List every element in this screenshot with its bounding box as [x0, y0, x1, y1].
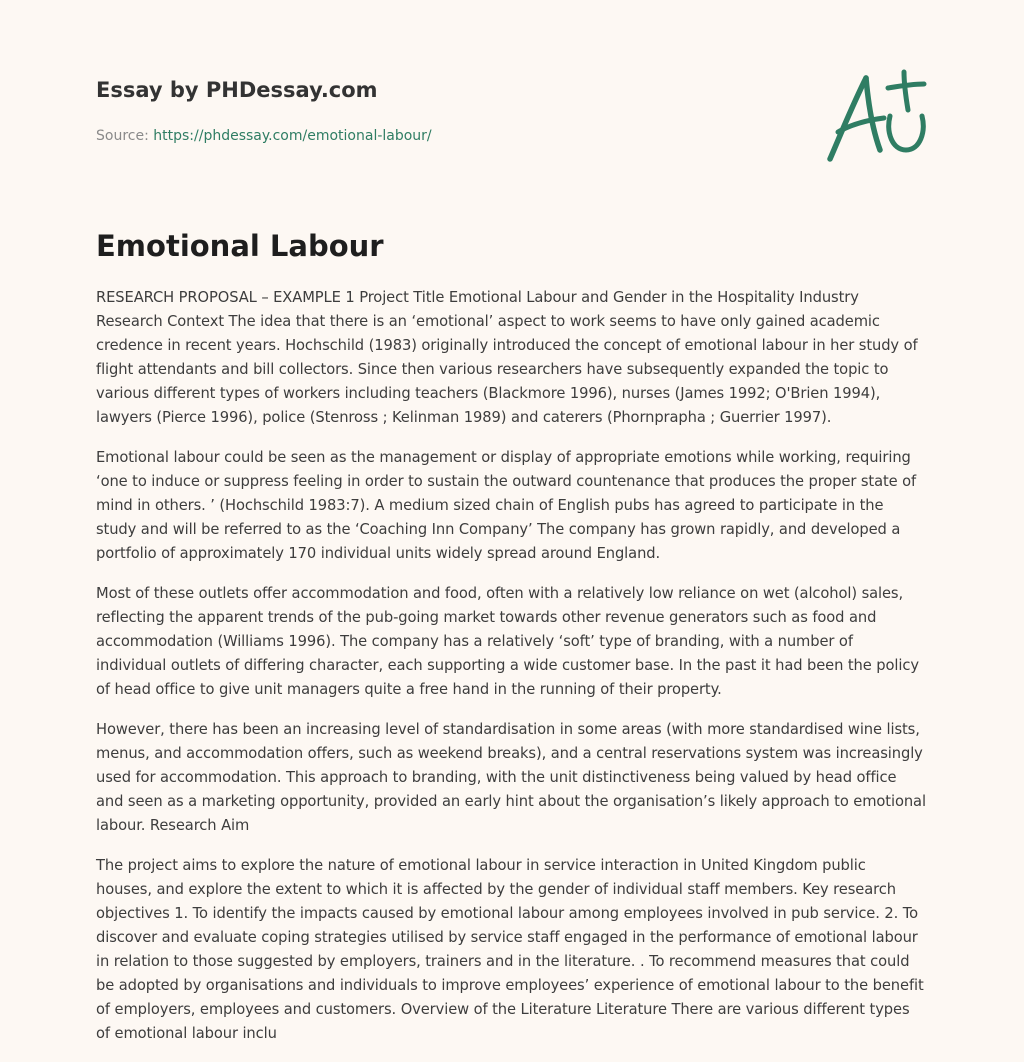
paragraph: RESEARCH PROPOSAL – EXAMPLE 1 Project Title Emotional Labour and Gender in the Hospitality Industry Research Context The idea that there is an ‘emotional’ aspect to work seems to have only gained academic credence in recent years. Hochschild (1983) originally introduced the concept of emotional labour in her study of flight attendants and bill collectors. Since then various researchers have subsequently expanded the topic to various different types of workers including teachers (Blackmore 1996), nurses (James 1992; O'Brien 1994), lawyers (Pierce 1996), police (Stenross ; Kelinman 1989) and caterers (Phornprapha ; Guerrier 1997). [96, 289, 918, 426]
site-header [96, 76, 796, 146]
paragraph: However, there has been an increasing level of standardisation in some areas (with more standardised wine lists, menus, and accommodation offers, such as weekend breaks), and a central reservations system was increasingly used for accommodation. This approach to branding, with the unit distinctiveness being valued by head office and seen as a marketing opportunity, provided an early hint about the organisation’s likely approach to emotional labour. Research Aim [96, 721, 926, 834]
paragraph: Most of these outlets offer accommodation and food, often with a relatively low reliance on wet (alcohol) sales, reflecting the apparent trends of the pub-going market towards other revenue generators such as food and accommodation (Williams 1996). The company has a relatively ‘soft’ type of branding, with a number of individual outlets of differing character, each supporting a wide customer base. In the past it had been the policy of head office to give unit managers quite a free hand in the running of their property. [96, 585, 919, 698]
essay-body [96, 286, 926, 1062]
brand-title: Essay by PHDessay.com [96, 78, 378, 102]
a-plus-logo-icon [822, 66, 932, 166]
paragraph: The project aims to explore the nature of emotional labour in service interaction in United Kingdom public houses, and explore the extent to which it is affected by the gender of individual staff members. Key research objectives 1. To identify the impacts caused by emotional labour among employees involved in pub service. 2. To discover and evaluate coping strategies utilised by service staff engaged in the performance of emotional labour in relation to those suggested by employers, trainers and in the literature. . To recommend measures that could be adopted by organisations and individuals to improve employees’ experience of emotional labour to the benefit of employers, employees and customers. Overview of the Literature Literature There are various different types of emotional labour inclu [96, 857, 924, 1042]
source-line [96, 126, 796, 146]
paragraph: Emotional labour could be seen as the management or display of appropriate emotions while working, requiring ‘one to induce or suppress feeling in order to sustain the outward countenance that produces the proper state of mind in others. ’ (Hochschild 1983:7). A medium sized chain of English pubs has agreed to participate in the study and will be referred to as the ‘Coaching Inn Company’ The company has grown rapidly, and developed a portfolio of approximately 170 individual units widely spread around England. [96, 449, 917, 562]
source-link[interactable]: https://phdessay.com/emotional-labour/ [153, 128, 432, 144]
essay-title: Emotional Labour [96, 229, 384, 263]
source-label: Source: [96, 128, 149, 144]
